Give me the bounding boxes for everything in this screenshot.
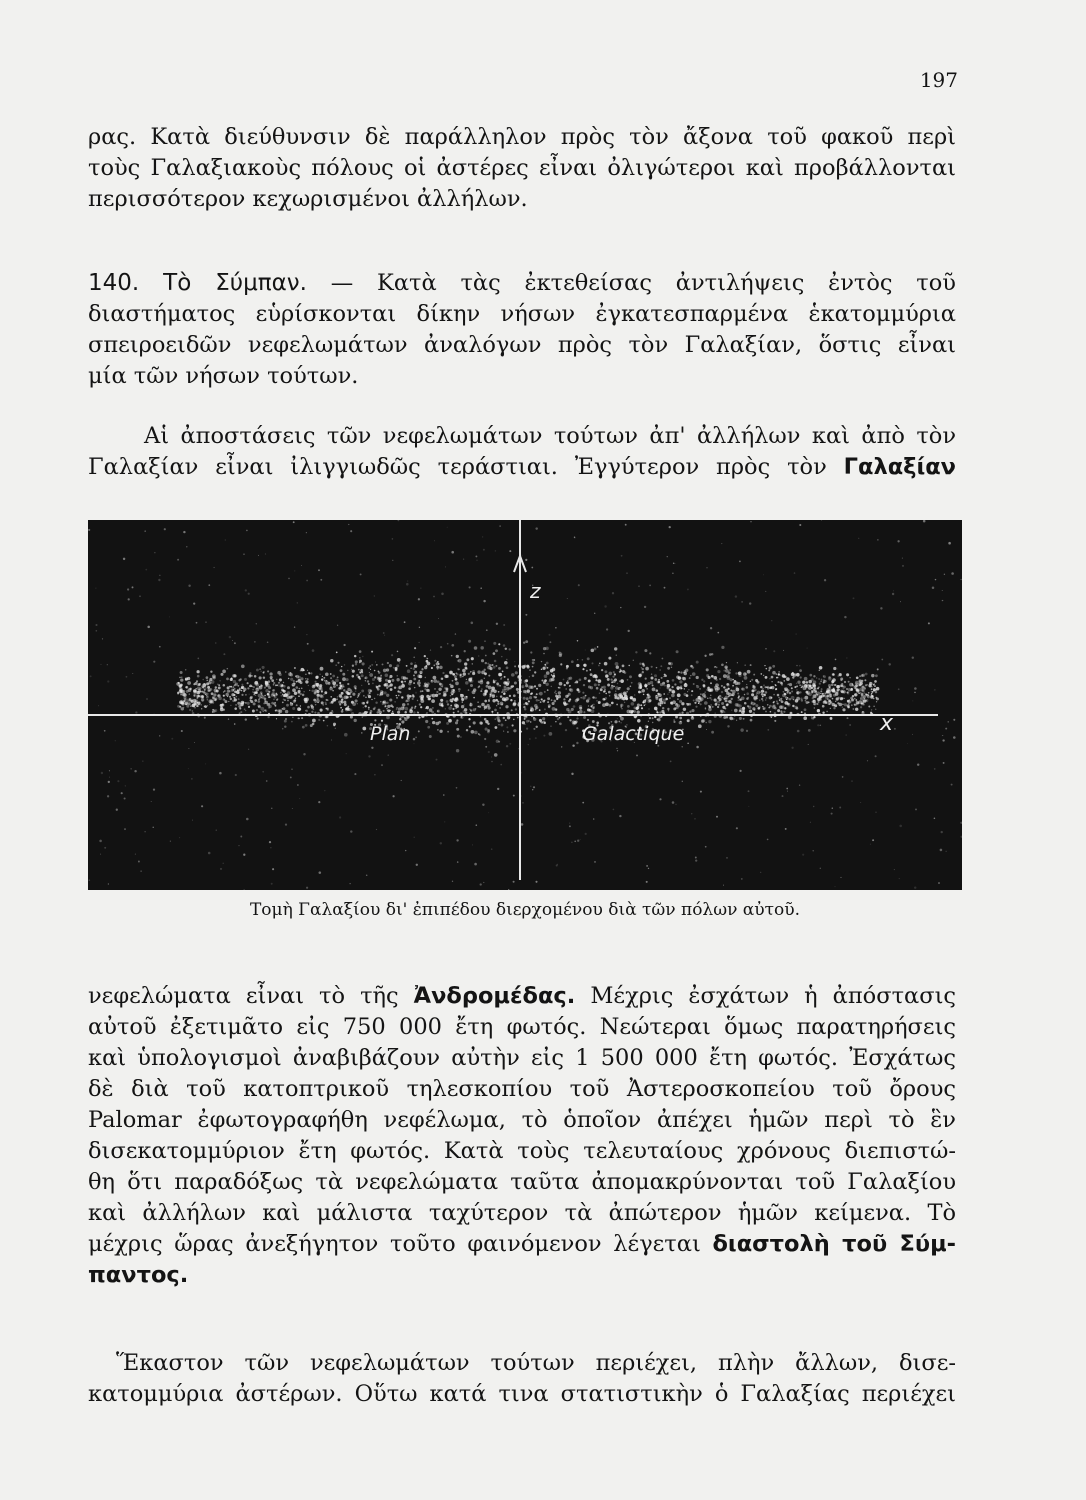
text-line: δισεκατομμύριον ἔτη φωτός. Κατὰ τοὺς τελευταίους χρόνους διεπιστώ- xyxy=(88,1138,956,1164)
figure-background xyxy=(88,520,962,890)
text-line: περισσότερον κεχωρισμένοι ἀλλήλων. xyxy=(88,186,528,212)
galactique-label: Galactique xyxy=(582,723,685,745)
text-span: Γαλαξίαν εἶναι ἰλιγγιωδῶς τεράστιαι. Ἐγγύτερον πρὸς τὸν xyxy=(88,454,827,480)
text-line: δὲ διὰ τοῦ κατοπτρικοῦ τηλεσκοπίου τοῦ Ἀστεροσκοπείου τοῦ ὄρους xyxy=(88,1076,956,1102)
text-line: Palomar ἐφωτογραφήθη νεφέλωμα, τὸ ὁποῖον ἀπέχει ἡμῶν περὶ τὸ ἓν xyxy=(88,1107,956,1133)
z-axis-label: z xyxy=(530,579,541,603)
text-line: καὶ ὑπολογισμοὶ ἀναβιβάζουν αὐτὴν εἰς 1 500 000 ἔτη φωτός. Ἐσχάτως xyxy=(88,1045,956,1071)
galaxy-section-figure xyxy=(88,520,962,890)
text-line xyxy=(88,981,956,1012)
text-line xyxy=(88,452,956,483)
bold-term: Ἀνδρομέδας. xyxy=(413,983,576,1009)
x-axis-label: x xyxy=(880,711,894,736)
text-span: νεφελώματα εἶναι τὸ τῆς xyxy=(88,983,399,1009)
plan-label: Plan xyxy=(370,723,411,745)
text-line: σπειροειδῶν νεφελωμάτων ἀναλόγων πρὸς τὸν Γαλαξίαν, ὅστις εἶναι xyxy=(88,332,956,358)
text-line: διαστήματος εὑρίσκονται δίκην νήσων ἐγκατεσπαρμένα ἑκατομμύρια xyxy=(88,301,956,327)
text-line: τοὺς Γαλαξιακοὺς πόλους οἱ ἀστέρες εἶναι ὀλιγώτεροι καὶ προβάλλονται xyxy=(88,155,956,181)
text-line: θη ὅτι παραδόξως τὰ νεφελώματα ταῦτα ἀπομακρύνονται τοῦ Γαλαξίου xyxy=(88,1169,956,1195)
text-line: Ἕκαστον τῶν νεφελωμάτων τούτων περιέχει, πλὴν ἄλλων, δισε- xyxy=(116,1350,956,1376)
figure-caption: Τομὴ Γαλαξίου δι' ἐπιπέδου διερχομένου διὰ τῶν πόλων αὐτοῦ. xyxy=(249,900,801,920)
text-line: μία τῶν νήσων τούτων. xyxy=(88,363,359,389)
bold-term: Γαλαξίαν xyxy=(843,454,956,480)
text-span: μέχρις ὥρας ἀνεξήγητον τοῦτο φαινόμενον λέγεται xyxy=(88,1231,701,1257)
paragraph-top xyxy=(88,122,956,215)
section-heading: 140. Τὸ Σύμπαν. xyxy=(88,270,307,296)
text-line xyxy=(88,268,956,299)
text-span: — Κατὰ τὰς ἐκτεθείσας ἀντιλήψεις ἐντὸς τοῦ xyxy=(330,270,956,296)
text-line: Αἱ ἀποστάσεις τῶν νεφελωμάτων τούτων ἀπ' ἀλλήλων καὶ ἀπὸ τὸν xyxy=(144,423,956,449)
text-line xyxy=(88,1229,956,1260)
section-140 xyxy=(88,268,956,392)
page-number: 197 xyxy=(919,68,958,92)
text-line xyxy=(88,1260,956,1291)
text-line: κατομμύρια ἀστέρων. Οὕτω κατά τινα στατιστικὴν ὁ Γαλαξίας περιέχει xyxy=(88,1381,956,1407)
paragraph-andromeda xyxy=(88,981,956,1291)
paragraph-distances xyxy=(88,421,956,483)
bold-term: διαστολὴ τοῦ Σύμ- xyxy=(712,1231,956,1257)
text-line: ρας. Κατὰ διεύθυνσιν δὲ παράλληλον πρὸς τὸν ἄξονα τοῦ φακοῦ περὶ xyxy=(88,124,956,150)
paragraph-stars xyxy=(88,1348,956,1410)
text-line: αὐτοῦ ἐξετιμᾶτο εἰς 750 000 ἔτη φωτός. Νεώτεραι ὅμως παρατηρήσεις xyxy=(88,1014,956,1040)
text-span: Μέχρις ἐσχάτων ἡ ἀπόστασις xyxy=(590,983,956,1009)
text-line: καὶ ἀλλήλων καὶ μάλιστα ταχύτερον τὰ ἀπώτερον ἡμῶν κείμενα. Τὸ xyxy=(88,1200,956,1226)
bold-term: παντος. xyxy=(88,1262,189,1288)
